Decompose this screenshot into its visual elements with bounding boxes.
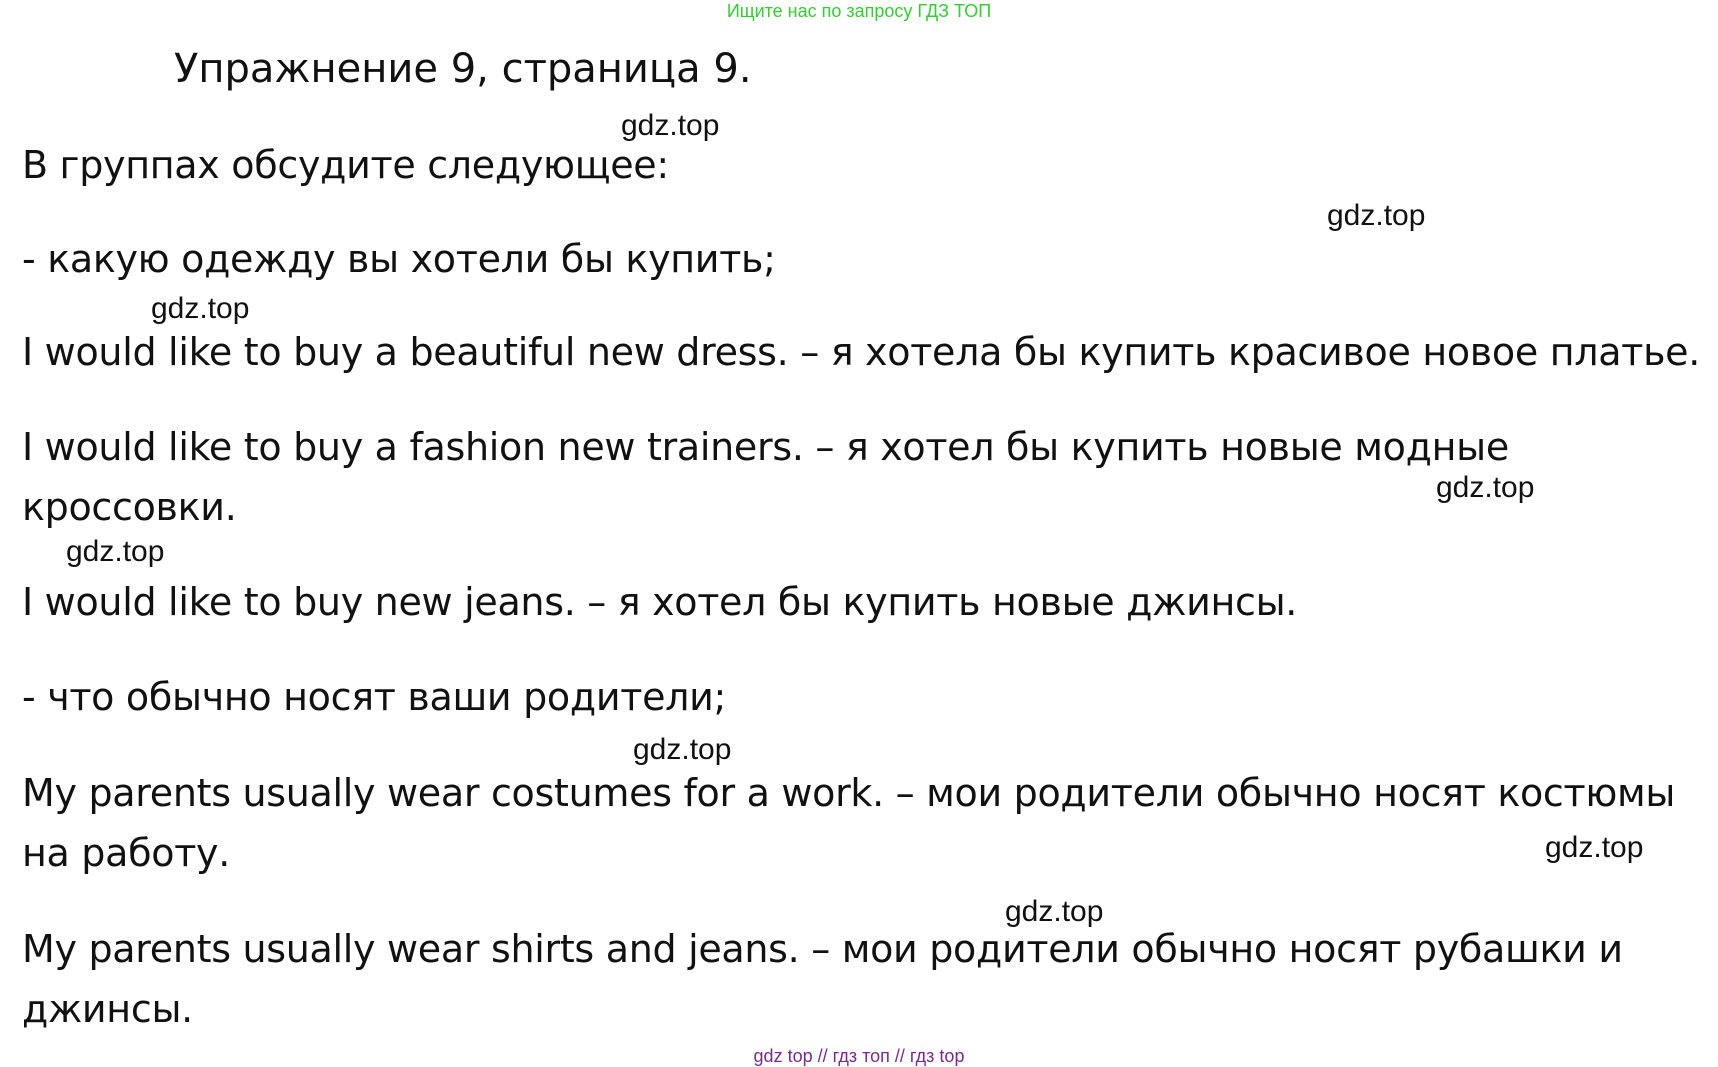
answer-line-continuation: джинсы. [22, 987, 193, 1031]
task-instruction: В группах обсудите следующее: [22, 143, 669, 187]
watermark: gdz.top [151, 292, 250, 325]
footer-links: gdz top // гдз топ // гдз top [753, 1046, 965, 1066]
question-parents-wear: - что обычно носят ваши родители; [22, 675, 727, 719]
answer-line: I would like to buy a fashion new trainers. – я хотел бы купить новые модные [22, 425, 1509, 469]
answer-line: I would like to buy new jeans. – я хотел бы купить новые джинсы. [22, 580, 1298, 624]
watermark: gdz.top [1436, 471, 1535, 504]
top-search-banner: Ищите нас по запросу ГДЗ ТОП [726, 1, 992, 21]
watermark: gdz.top [1005, 895, 1104, 928]
watermark: gdz.top [1545, 831, 1644, 864]
answer-line: My parents usually wear costumes for a work. – мои родители обычно носят костюмы [22, 771, 1676, 815]
answer-line: My parents usually wear shirts and jeans. – мои родители обычно носят рубашки и [22, 927, 1623, 971]
answer-line-continuation: кроссовки. [22, 485, 237, 529]
page-title: Упражнение 9, страница 9. [174, 46, 752, 92]
watermark: gdz.top [66, 535, 165, 568]
question-clothes-to-buy: - какую одежду вы хотели бы купить; [22, 237, 776, 281]
answer-line-continuation: на работу. [22, 831, 231, 875]
watermark: gdz.top [621, 109, 720, 142]
watermark: gdz.top [633, 733, 732, 766]
answer-line: I would like to buy a beautiful new dress. – я хотела бы купить красивое новое платье. [22, 330, 1701, 374]
watermark: gdz.top [1327, 199, 1426, 232]
